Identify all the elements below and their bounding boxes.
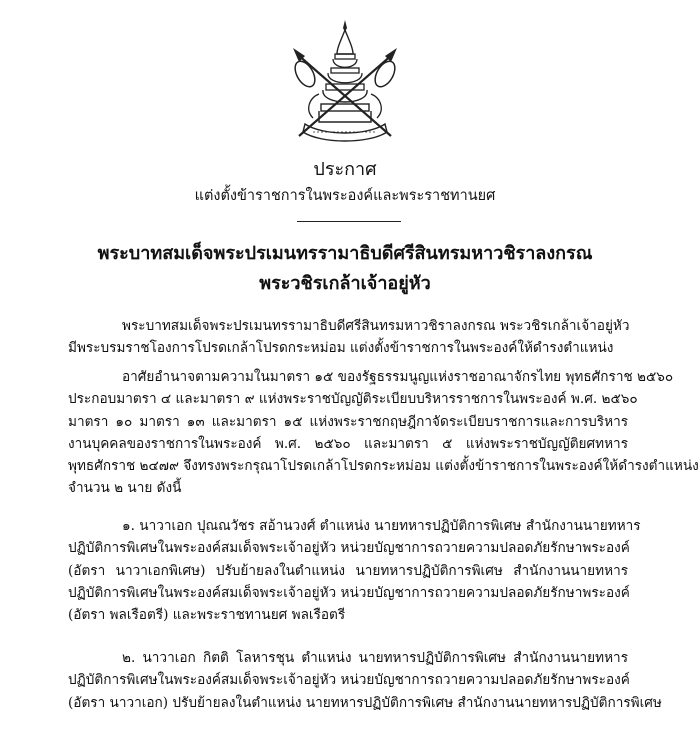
announcement-subtitle: แต่งตั้งข้าราชการในพระองค์และพระราชทานยศ [194,188,496,204]
text-line: ปฏิบัติการพิเศษในพระองค์สมเด็จพระเจ้าอยู่หัว หน่วยบัญชาการถวายความปลอดภัยรักษาพระองค์ [68,540,630,557]
royal-emblem-icon [283,18,407,146]
text-line: พระบาทสมเด็จพระปรเมนทรรามาธิบดีศรีสินทรมหาวชิราลงกรณ พระวชิรเกล้าเจ้าอยู่หัว [122,318,630,334]
text-line: (อัตรา นาวาเอก) ปรับย้ายลงในตำแหน่ง นายทหารปฏิบัติการพิเศษ สำนักงานนายทหารปฏิบัติการพิเศษ [68,694,662,711]
text-line: ปฏิบัติการพิเศษในพระองค์สมเด็จพระเจ้าอยู่หัว หน่วยบัญชาการถวายความปลอดภัยรักษาพระองค์ [68,672,630,689]
paragraph-preamble [68,315,628,360]
paragraph-legal-basis [68,366,699,500]
text-line: ปฏิบัติการพิเศษในพระองค์สมเด็จพระเจ้าอยู่หัว หน่วยบัญชาการถวายความปลอดภัยรักษาพระองค์ [68,584,630,601]
paragraph-appointment-1 [68,515,641,626]
title-divider [297,221,401,222]
text-line: ๑. นาวาเอก ปุณณวัชร สอ้านวงศ์ ตำแหน่ง นายทหารปฏิบัติการพิเศษ สำนักงานนายทหาร [122,518,641,534]
text-line: มีพระบรมราชโองการโปรดเกล้าโปรดกระหม่อม แต่งตั้งข้าราชการในพระองค์ให้ดำรงตำแหน่ง [68,340,614,357]
text-line: จำนวน ๒ นาย ดังนี้ [68,480,182,497]
text-line: ๒. นาวาเอก กิตติ โลหารชุน ตำแหน่ง นายทหารปฏิบัติการพิเศษ สำนักงานนายทหาร [122,650,628,666]
king-name-line-2: พระวชิรเกล้าเจ้าอยู่หัว [259,273,431,294]
announcement-title: ประกาศ [313,159,377,180]
text-line: พุทธศักราช ๒๔๗๙ จึงทรงพระกรุณาโปรดเกล้าโปรดกระหม่อม แต่งตั้งข้าราชการในพระองค์ให้ดำรงตำแหน่ง [68,458,699,475]
text-line: (อัตรา พลเรือตรี) และพระราชทานยศ พลเรือตรี [68,607,346,624]
text-line: งานบุคคลของราชการในพระองค์ พ.ศ. ๒๕๖๐ และมาตรา ๕ แห่งพระราชบัญญัติยศทหาร [68,435,628,452]
text-line: มาตรา ๑๐ มาตรา ๑๓ และมาตรา ๑๕ แห่งพระราชกฤษฎีกาจัดระเบียบราชการและการบริหาร [68,413,628,430]
king-name-line-1: พระบาทสมเด็จพระปรเมนทรรามาธิบดีศรีสินทรมหาวชิราลงกรณ [97,243,593,264]
text-line: (อัตรา นาวาเอกพิเศษ) ปรับย้ายลงในตำแหน่ง นายทหารปฏิบัติการพิเศษ สำนักงานนายทหาร [68,562,628,579]
paragraph-appointment-2 [68,647,662,714]
text-line: ประกอบมาตรา ๔ และมาตรา ๙ แห่งพระราชบัญญัติระเบียบบริหารราชการในพระองค์ พ.ศ. ๒๕๖๐ [68,391,638,408]
text-line: อาศัยอำนาจตามความในมาตรา ๑๕ ของรัฐธรรมนูญแห่งราชอาณาจักรไทย พุทธศักราช ๒๕๖๐ [122,369,674,385]
